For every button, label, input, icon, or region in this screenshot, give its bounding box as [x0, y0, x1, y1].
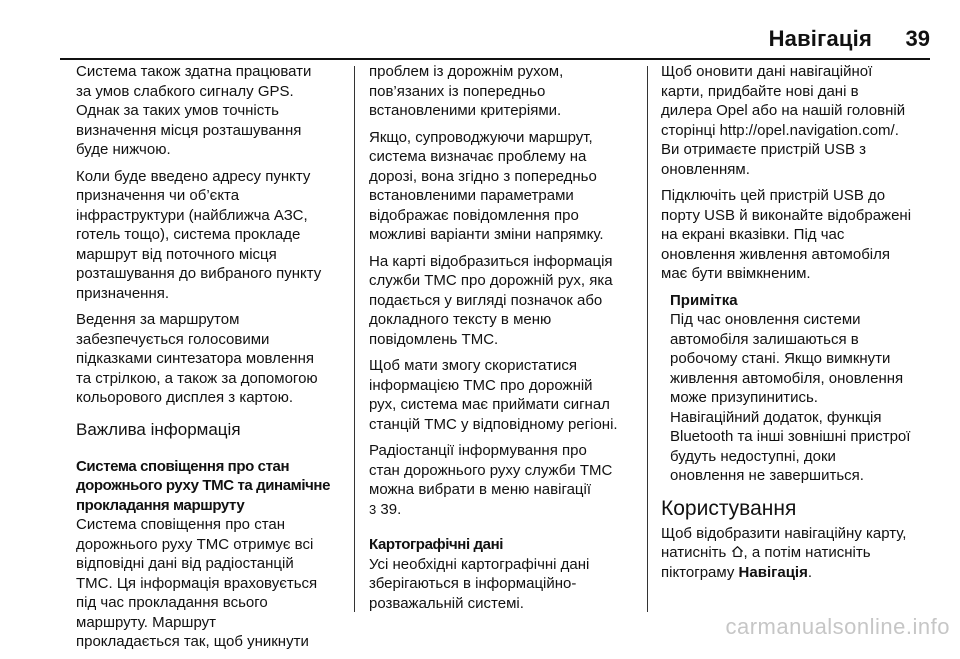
note-paragraph: Навігаційний додаток, функція Bluetooth та інші зовнішні пристрої будуть недоступні, доки оновлення не завершиться.: [670, 408, 911, 484]
subheading-map-data: Картографічні дані: [369, 536, 503, 553]
column-3: [661, 62, 936, 589]
paragraph: Якщо, супроводжуючи маршрут, система визначає проблему на дорозі, вона згідно з попередньо встановленими параметрами відображає повідомлення про можливі варіанти зміни напрямку.: [369, 128, 604, 243]
section-heading-important-info: Важлива інформація: [76, 419, 241, 439]
paragraph: На карті відобразиться інформація служби TMC про дорожній рух, яка подається у вигляді позначок або докладного тексту в меню повідомлень TMC.: [369, 252, 613, 348]
paragraph: проблем із дорожнім рухом, пов’язаних із попередньо встановленими критеріями.: [369, 63, 564, 119]
paragraph: Система сповіщення про стан дорожнього руху TMC отримує всі відповідні дані від радіостанцій TMC. Ця інформація враховується під час прокладання всього маршруту. Маршрут прокладається так, щоб уникнути: [76, 516, 318, 650]
paragraph-with-reference: [369, 441, 639, 519]
note-paragraph: Під час оновлення системи автомобіля залишаються в робочому стані. Якщо вимкнути живлення автомобіля, оновлення може призупинитись.: [670, 311, 904, 406]
watermark: carmanualsonline.info: [725, 614, 950, 639]
navigation-icon-label: Навігація: [738, 563, 808, 581]
column-divider: [354, 66, 355, 612]
paragraph: Система також здатна працювати за умов слабкого сигналу GPS. Однак за таких умов точність визначення місця розташування буде нижчою.: [76, 63, 312, 158]
paragraph-text: .: [807, 563, 813, 581]
page-number: 39: [905, 26, 930, 51]
paragraph: Ведення за маршрутом забезпечується голосовими підказками синтезатора мовлення та стрілкою, а також за допомогою кольорового дисплея з картою.: [76, 311, 318, 406]
column-1: [76, 62, 341, 659]
page-header: [60, 26, 930, 58]
section-heading-usage: Користування: [661, 496, 797, 520]
paragraph: Щоб мати змогу скористатися інформацією TMC про дорожній рух, система має приймати сигнал станцій TMC у відповідному регіоні.: [369, 357, 618, 433]
header-rule: [60, 58, 930, 60]
paragraph: Підключіть цей пристрій USB до порту USB й виконайте відображені на екрані вказівки. Під час оновлення живлення автомобіля має бути ввімкненим.: [661, 187, 912, 282]
paragraph: Щоб оновити дані навігаційної карти, придбайте нові дані в дилера Opel або на нашій головній сторінці http://opel.navigation.com/. Ви отримаєте пристрій USB з оновленням.: [661, 63, 906, 178]
paragraph: Усі необхідні картографічні дані зберігаються в інформаційно- розважальній системі.: [369, 555, 590, 612]
column-divider: [647, 66, 648, 612]
note-title: Примітка: [670, 291, 738, 309]
paragraph: Коли буде введено адресу пункту призначення чи об’єкта інфраструктури (найближча АЗС, готель тощо), система прокладе маршрут від поточного місця розташування до вибраного пункту призначення.: [76, 167, 322, 302]
page-title: Навігація: [768, 26, 872, 51]
paragraph-text: Щоб відобразити навігаційну карту, натисніть: [661, 524, 907, 561]
home-icon: [731, 545, 744, 558]
note-box: [670, 291, 936, 486]
paragraph-text: Радіостанції інформування про стан дорожнього руху служби TMC можна вибрати в меню навігації: [369, 442, 613, 498]
paragraph-text: , а потім натисніть піктограму: [661, 544, 871, 581]
column-2: [369, 62, 639, 620]
page-reference[interactable]: 39.: [380, 500, 402, 518]
page-reference-arrow-icon: 3: [369, 501, 377, 517]
paragraph-usage: [661, 524, 936, 583]
subheading-tmc: Система сповіщення про стан дорожнього руху TMC та динамічне прокладання маршруту: [76, 457, 331, 514]
